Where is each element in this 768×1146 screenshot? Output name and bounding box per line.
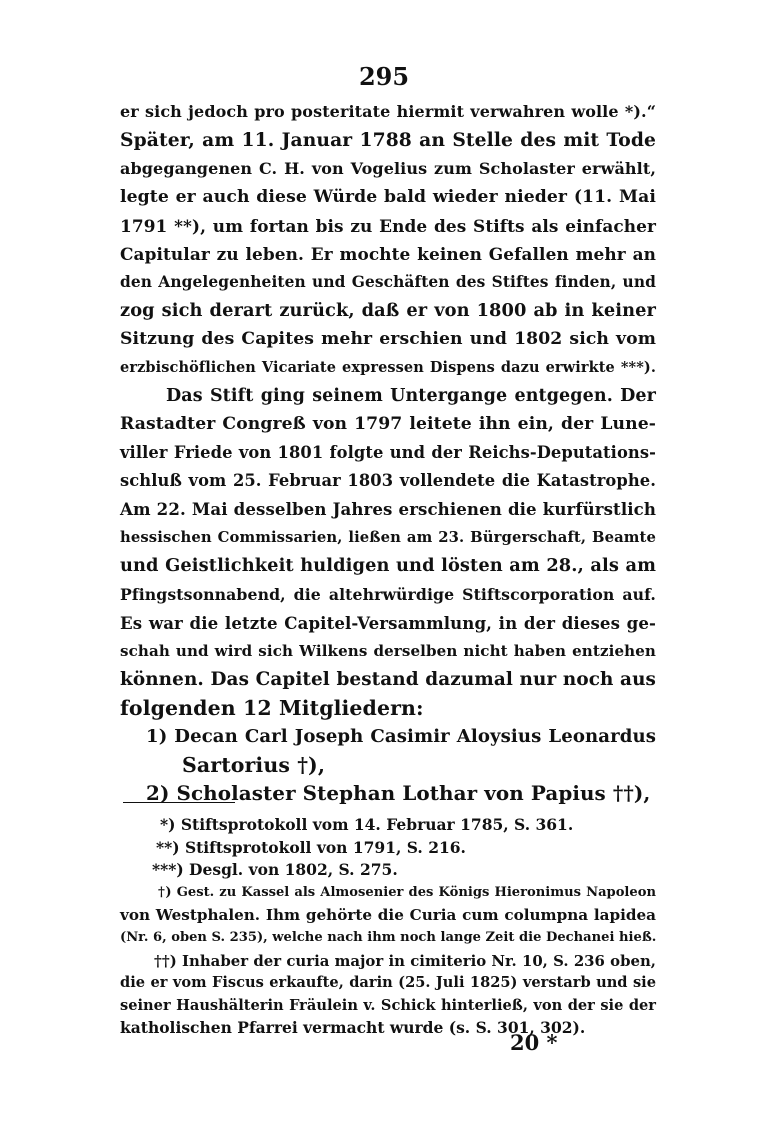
list-item-1-continuation: Sartorius †), — [182, 752, 326, 777]
page-number: 295 — [358, 62, 410, 91]
footnote-3: ***) Desgl. von 1802, S. 275. — [152, 860, 398, 880]
footnote-5-line: seiner Haushälterin Fräulein v. Schick hinterließ, von der sie der — [120, 996, 656, 1014]
text-line: schluß vom 25. Februar 1803 vollendete die Katastrophe. — [120, 471, 656, 491]
text-line: 1791 **), um fortan bis zu Ende des Stifts als einfacher — [120, 215, 656, 236]
paragraph-start-line: Das Stift ging seinem Untergange entgegen. Der — [166, 385, 656, 406]
list-item-1: 1) Decan Carl Joseph Casimir Aloysius Leonardus — [146, 725, 656, 747]
text-line: und Geistlichkeit huldigen und lösten am 28., als am — [120, 555, 656, 577]
text-line: viller Friede von 1801 folgte und der Reichs-Deputations- — [120, 442, 656, 462]
text-line: folgenden 12 Mitgliedern: — [120, 696, 424, 721]
text-line: Sitzung des Capites mehr erschien und 1802 sich vom — [120, 329, 656, 350]
footnote-4: †) Gest. zu Kassel als Almosenier des Königs Hieronimus Napoleon — [158, 884, 656, 900]
footnote-4-line: (Nr. 6, oben S. 235), welche nach ihm noch lange Zeit die Dechanei hieß. — [120, 929, 657, 945]
footnote-5-line: die er vom Fiscus erkaufte, darin (25. Juli 1825) verstarb und sie — [120, 974, 656, 992]
footnote-5-line: katholischen Pfarrei vermacht wurde (s. S. 301, 302). — [120, 1018, 586, 1038]
text-line: legte er auch diese Würde bald wieder nieder (11. Mai — [120, 187, 656, 208]
footnote-2: **) Stiftsprotokoll von 1791, S. 216. — [156, 837, 466, 857]
footnote-4-line: von Westphalen. Ihm gehörte die Curia cum columpna lapidea — [120, 906, 656, 925]
main-text — [120, 98, 656, 808]
text-line: zog sich derart zurück, daß er von 1800 ab in keiner — [120, 299, 656, 321]
signature-mark: 20 * — [510, 1030, 558, 1055]
text-line: abgegangenen C. H. von Vogelius zum Scholaster erwählt, — [120, 158, 656, 178]
text-line: er sich jedoch pro posteritate hiermit verwahren wolle *).“ — [120, 102, 656, 121]
footnote-divider — [123, 802, 235, 803]
text-line: Rastadter Congreß von 1797 leitete ihn ein, der Lune- — [120, 414, 656, 435]
text-line: hessischen Commissarien, ließen am 23. Bürgerschaft, Beamte — [120, 528, 656, 546]
text-line: den Angelegenheiten und Geschäften des Stiftes finden, und — [120, 273, 656, 292]
text-line: Später, am 11. Januar 1788 an Stelle des mit Tode — [120, 129, 656, 152]
list-item-2: 2) Scholaster Stephan Lothar von Papius ††), — [146, 781, 651, 806]
text-line: Am 22. Mai desselben Jahres erschienen die kurfürstlich — [120, 499, 656, 520]
footnote-1: *) Stiftsprotokoll vom 14. Februar 1785, S. 361. — [160, 815, 574, 834]
text-line: Pfingstsonnabend, die altehrwürdige Stiftscorporation auf. — [120, 584, 656, 604]
text-line: erzbischöflichen Vicariate expressen Dispens dazu erwirkte ***). — [120, 358, 656, 376]
text-line: Capitular zu leben. Er mochte keinen Gefallen mehr an — [120, 243, 656, 264]
text-line: können. Das Capitel bestand dazumal nur noch aus — [120, 668, 656, 690]
text-line: Es war die letzte Capitel-Versammlung, in der dieses ge- — [120, 613, 656, 634]
text-line: schah und wird sich Wilkens derselben nicht haben entziehen — [120, 642, 656, 661]
footnote-5: ††) Inhaber der curia major in cimiterio Nr. 10, S. 236 oben, — [154, 951, 656, 970]
footnotes — [120, 814, 656, 1040]
